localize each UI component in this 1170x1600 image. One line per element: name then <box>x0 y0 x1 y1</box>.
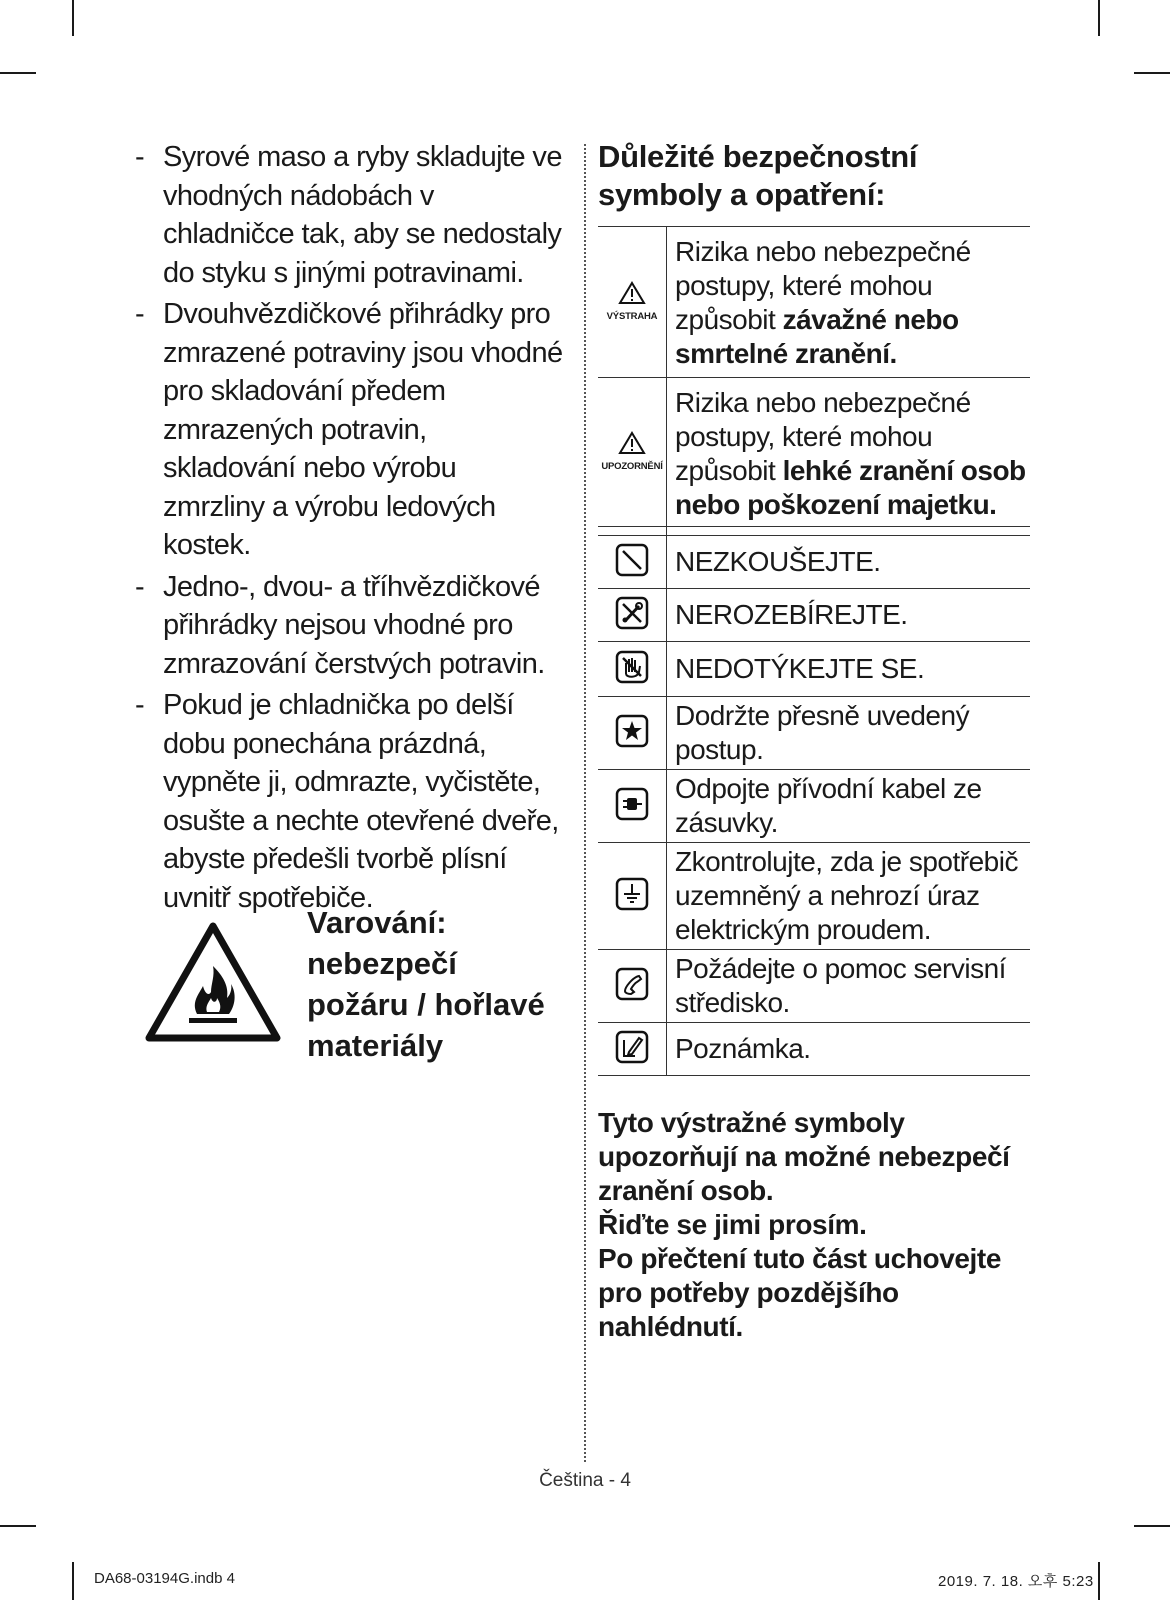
unplug-icon <box>615 787 649 821</box>
table-row: Dodržte přesně uvedený postup. <box>598 697 1030 770</box>
table-row: Odpojte přívodní kabel ze zásuvky. <box>598 770 1030 843</box>
safety-symbols-section <box>598 138 1030 1344</box>
crop-mark <box>1134 72 1170 74</box>
safety-symbols-table <box>598 226 1030 1076</box>
section-title: Důležité bezpečnostní symboly a opatření: <box>598 139 918 212</box>
table-row: Požádejte o pomoc servisní středisko. <box>598 950 1030 1023</box>
fire-warning-title: Varování: nebezpečí požáru / hořlavé materiály <box>307 905 545 1063</box>
no-touch-icon <box>615 650 649 684</box>
warning-label: VÝSTRAHA <box>606 310 658 322</box>
crop-mark <box>0 1525 36 1527</box>
flammable-warning-icon <box>145 922 281 1042</box>
storage-instructions <box>135 138 565 920</box>
note-icon <box>615 1030 649 1064</box>
warning-triangle-icon <box>618 281 646 305</box>
prohibition-icon <box>615 543 649 577</box>
page-number: Čeština - 4 <box>539 1470 631 1491</box>
list-item: - Dvouhvězdičkové přihrádky pro zmrazené potraviny jsou vhodné pro skladování předem zmrazených potravin, skladování nebo výrobu zmrzliny a výrobu ledových kostek. <box>135 298 563 561</box>
crop-mark <box>1098 0 1100 36</box>
no-disassembly-icon <box>615 596 649 630</box>
caution-label: UPOZORNĚNÍ <box>601 460 663 472</box>
fire-warning <box>145 902 565 1062</box>
table-row: VÝSTRAHA Rizika nebo nebezpečné postupy, které mohou způsobit závažné nebo smrtelné zranění. <box>598 227 1030 378</box>
crop-mark <box>72 1562 74 1600</box>
ground-icon <box>615 877 649 911</box>
list-item: - Syrové maso a ryby skladujte ve vhodných nádobách v chladničce tak, aby se nedostaly do styku s jinými potravinami. <box>135 141 562 289</box>
table-row: Zkontrolujte, zda je spotřebič uzemněný a nehrozí úraz elektrickým proudem. <box>598 843 1030 950</box>
table-row: UPOZORNĚNÍ Rizika nebo nebezpečné postupy, které mohou způsobit lehké zranění osob nebo poškození majetku. <box>598 378 1030 527</box>
column-divider <box>584 144 586 1462</box>
table-row: NEZKOUŠEJTE. <box>598 536 1030 589</box>
print-slug-file: DA68-03194G.indb 4 <box>94 1570 235 1587</box>
table-row: NEDOTÝKEJTE SE. <box>598 642 1030 697</box>
table-row: NEROZEBÍREJTE. <box>598 589 1030 642</box>
star-icon <box>615 714 649 748</box>
table-row: Poznámka. <box>598 1023 1030 1076</box>
crop-mark <box>1134 1525 1170 1527</box>
list-item: - Jedno-, dvou- a tříhvězdičkové přihrádky nejsou vhodné pro zmrazování čerstvých potravin. <box>135 570 545 680</box>
crop-mark <box>0 72 36 74</box>
crop-mark <box>72 0 74 36</box>
safety-note: Tyto výstražné symboly upozorňují na možné nebezpečí zranění osob. Řiďte se jimi prosím. Po přečtení tuto část uchovejte pro potřeby pozdějšího nahlédnutí. <box>598 1107 1010 1342</box>
list-item: - Pokud je chladnička po delší dobu ponechána prázdná, vypněte ji, odmrazte, vyčistěte, osušte a nechte otevřené dveře, abyste předešli tvorbě plísní uvnitř spotřebiče. <box>135 689 559 914</box>
crop-mark <box>1098 1562 1100 1600</box>
print-slug-date: 2019. 7. 18. 오후 5:23 <box>938 1573 1094 1590</box>
phone-icon <box>615 967 649 1001</box>
caution-triangle-icon <box>618 431 646 455</box>
